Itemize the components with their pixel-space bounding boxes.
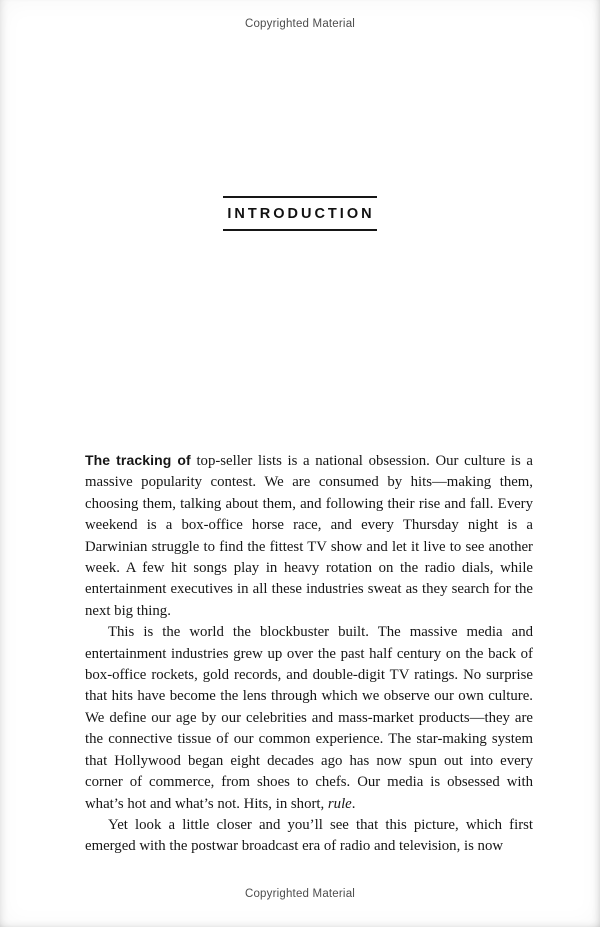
copyright-notice-top: Copyrighted Material xyxy=(244,18,356,30)
chapter-title: INTRODUCTION xyxy=(223,196,376,231)
paragraph-2-closing-period: . xyxy=(351,795,356,812)
body-text xyxy=(85,450,533,858)
paragraph-1 xyxy=(85,450,533,622)
paragraph-3-text: Yet look a little closer and you’ll see that this picture, which first emerged with the postwar broadcast era of radio and television, is now xyxy=(85,816,533,855)
chapter-heading-block xyxy=(0,196,600,231)
paragraph-2-italic-word: rule xyxy=(327,795,352,812)
paragraph-3 xyxy=(85,815,533,858)
paragraph-2-text: This is the world the blockbuster built. The massive media and entertainment industries grew up over the past half century on the back of box-office rockets, gold records, and double-digit TV ratings. No surprise that hits have become the lens through which we observe our own culture. We define our age by our celebrities and mass-market products—they are the connective tissue of our common experience. The star-making system that Hollywood began eight decades ago has now spun out into every corner of commerce, from shoes to chefs. Our media is obsessed with what’s hot and what’s not. Hits, in short, xyxy=(85,624,533,812)
paragraph-1-text: top-seller lists is a national obsession. Our culture is a massive popularity contest. We are consumed by hits—making them, choosing them, talking about them, and following their rise and fall. Every weekend is a box-office horse race, and every Thursday night is a Darwinian struggle to find the fittest TV show and let it live to see another week. A few hit songs play in heavy rotation on the radio dials, while entertainment executives in all these industries sweat as they search for the next big thing. xyxy=(85,453,533,619)
paragraph-1-lead-in: The tracking of xyxy=(85,452,191,468)
copyright-notice-bottom: Copyrighted Material xyxy=(244,888,356,900)
paragraph-2 xyxy=(85,622,533,815)
